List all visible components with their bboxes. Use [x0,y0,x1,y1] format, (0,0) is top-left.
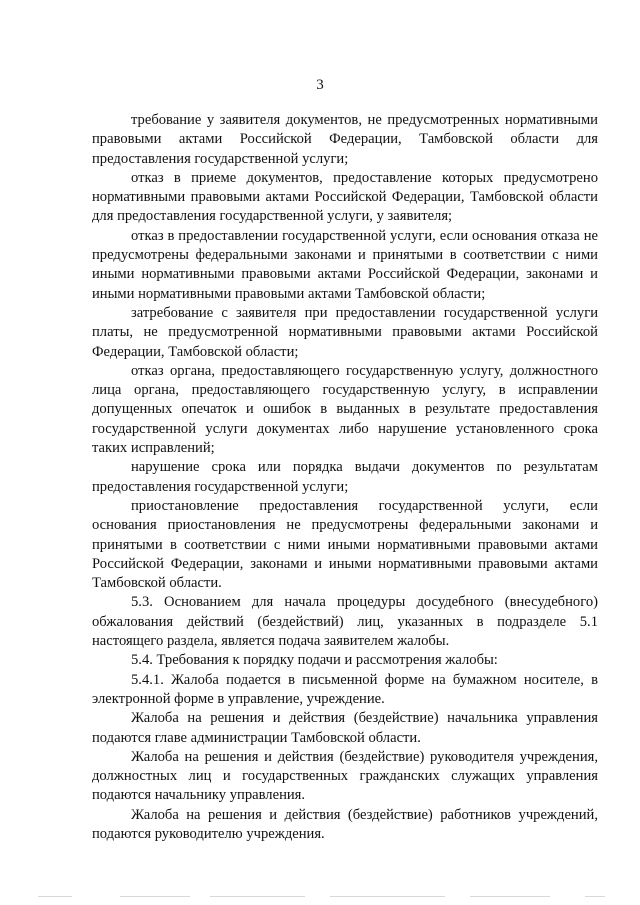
paragraph-correction-refusal: отказ органа, предоставляющего государственную услугу, должностного лица органа, предоставляющего государственную услугу, в исправлении допущенных опечаток и ошибок в выданных в результате предоставления государственной услуги документах либо нарушение установленного срока таких исправлений; [92,362,598,457]
paragraph-refusal-acceptance: отказ в приеме документов, предоставление которых предусмотрено нормативными правовыми актами Российской Федерации, Тамбовской области для предоставления государственной услуги, у заявителя; [92,169,598,225]
paragraph-suspension: приостановление предоставления государственной услуги, если основания приостановления не предусмотрены федеральными законами и принятыми в соответствии с ними иными нормативными правовыми актами Российской Федерации, законами и иными нормативными правовыми актами Тамбовской области. [92,497,598,592]
paragraph-section-5-4-1: 5.4.1. Жалоба подается в письменной форме на бумажном носителе, в электронной форме в управление, учреждение. [92,671,598,707]
paragraph-complaint-employees: Жалоба на решения и действия (бездействие) работников учреждений, подаются руководителю учреждения. [92,806,598,842]
paragraph-complaint-director: Жалоба на решения и действия (бездействие) руководителя учреждения, должностных лиц и государственных гражданских служащих управления подаются начальнику управления. [92,748,598,804]
page-number: 3 [316,77,324,93]
paragraph-complaint-head: Жалоба на решения и действия (бездействие) начальника управления подаются главе администрации Тамбовской области. [92,710,598,746]
document-body [92,111,598,844]
paragraph-issuance-violation: нарушение срока или порядка выдачи документов по результатам предоставления государственной услуги; [92,459,598,495]
paragraph-refusal-provision: отказ в предоставлении государственной услуги, если основания отказа не предусмотрены федеральными законами и принятыми в соответствии с ними иными нормативными правовыми актами Российской Федерации, законами и иными нормативными правовыми актами Тамбовской области; [92,227,598,302]
paragraph-fee-demand: затребование с заявителя при предоставлении государственной услуги платы, не предусмотренной нормативными правовыми актами Российской Федерации, Тамбовской области; [92,304,598,360]
scan-footer-marks [0,892,640,902]
paragraph-requirement-documents: требование у заявителя документов, не предусмотренных нормативными правовыми актами Российской Федерации, Тамбовской области для предоставления государственной услуги; [92,112,598,167]
paragraph-section-5-3: 5.3. Основанием для начала процедуры досудебного (внесудебного) обжалования действий (бездействий) лиц, указанных в подразделе 5.1 настоящего раздела, является подача заявителем жалобы. [92,594,598,650]
paragraph-section-5-4: 5.4. Требования к порядку подачи и рассмотрения жалобы: [131,652,498,669]
